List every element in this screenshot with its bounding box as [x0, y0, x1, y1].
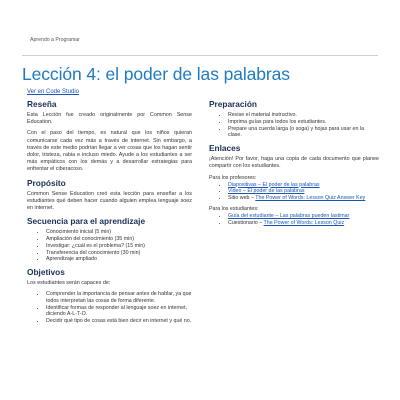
- preparacion-item: • Imprima guías para todos los estudiantes.: [228, 119, 379, 126]
- estudiantes-links: [209, 213, 379, 227]
- profesor-link-item: [228, 182, 379, 189]
- secuencia-heading: Secuencia para el aprendizaje: [27, 216, 146, 227]
- answer-key-link[interactable]: The Power of Words: Lesson Quiz Answer Key: [255, 195, 366, 202]
- objetivo-item: • Decidir qué tipo de cosas está bien decir en internet y qué no.: [46, 318, 192, 325]
- section-secuencia: [27, 216, 192, 263]
- profesor-link-item: [228, 195, 379, 202]
- header-divider: [22, 55, 378, 56]
- resena-paragraph-2: Con el paso del tiempo, es natural que los niños quieran comunicarse cada vez más a través de internet. Sin embargo, a través de este medio podrían llegar a ver cosas que los hagan sentir dolor, tristeza, rabia e incluso miedo. Ayude a los estudiantes a ser más empáticos con los demás y a desarrollar estrategias para enfrentar el ciberacoso.: [27, 130, 192, 173]
- lesson-quiz-link[interactable]: The Power of Words: Lesson Quiz: [263, 219, 345, 226]
- right-column: [209, 99, 379, 231]
- objetivo-item: • Identificar formas de responder al lenguaje soez en internet, diciendo A-L-T-O.: [46, 305, 192, 318]
- left-column: [27, 99, 192, 328]
- enlaces-heading: Enlaces: [209, 143, 241, 154]
- objetivos-heading: Objetivos: [27, 267, 65, 278]
- estudiante-link-item: [228, 220, 379, 227]
- secuencia-item: • Conocimiento inicial (5 min): [46, 229, 192, 236]
- estudiante-link-item: [228, 213, 379, 220]
- preparacion-item: • Revise el material instructivo.: [228, 112, 379, 119]
- section-objetivos: [27, 267, 192, 324]
- profesores-label: Para los profesores:: [209, 174, 257, 181]
- resena-paragraph-1: Esta Lección fue creado originalmente por Common Sense Education.: [27, 112, 192, 126]
- diapositivas-link[interactable]: Diapositivas – El poder de las palabras: [228, 181, 320, 188]
- proposito-paragraph: Common Sense Education creó esta lección para enseñar a los estudiantes qué deben hacer cuando alguien emplea lenguaje soez en internet.: [27, 190, 192, 212]
- preparacion-item: • Prepare una cuerda larga (o soga) y hojas para usar en la clase.: [228, 126, 379, 140]
- secuencia-list: [27, 229, 192, 263]
- preparacion-list: [209, 112, 379, 139]
- section-resena: [27, 99, 192, 174]
- section-preparacion: [209, 99, 379, 139]
- objetivos-list: [27, 291, 192, 324]
- preparacion-heading: Preparación: [209, 99, 257, 109]
- secuencia-item: • Investigar: ¿cuál es el problema? (15 min): [46, 243, 192, 250]
- link-prefix: Sitio web –: [228, 195, 256, 202]
- estudiantes-label: Para los estudiantes:: [209, 205, 259, 212]
- secuencia-item: • Ampliación del conocimiento (35 min): [46, 236, 192, 243]
- lesson-title: Lección 4: el poder de las palabras: [22, 64, 290, 84]
- secuencia-item: • Transferencia del conocimiento (30 min): [46, 250, 192, 257]
- course-header: Aprendo a Programar: [30, 37, 80, 43]
- profesor-link-item: [228, 188, 379, 195]
- enlaces-intro: ¡Atención! Por favor, haga una copia de cada documento que planee compartir con los estudiantes.: [209, 156, 379, 170]
- resena-heading: Reseña: [27, 99, 57, 109]
- proposito-heading: Propósito: [27, 177, 66, 188]
- section-proposito: [27, 178, 192, 213]
- code-studio-link[interactable]: Ver en Code Studio: [27, 89, 80, 95]
- guia-estudiante-link[interactable]: Guía del estudiante – Las palabras pueden lastimar: [228, 212, 350, 219]
- objetivo-item: • Comprender la importancia de pensar antes de hablar, ya que todos interpretan las cosas de forma diferente.: [46, 291, 192, 304]
- link-prefix: Cuestionario –: [228, 219, 264, 226]
- section-enlaces: [209, 143, 379, 226]
- objetivos-intro: Los estudiantes serán capaces de:: [27, 280, 111, 287]
- video-link[interactable]: Video – El poder de las palabras: [228, 188, 305, 195]
- secuencia-item: • Aprendizaje ampliado: [46, 256, 192, 263]
- profesores-links: [209, 182, 379, 202]
